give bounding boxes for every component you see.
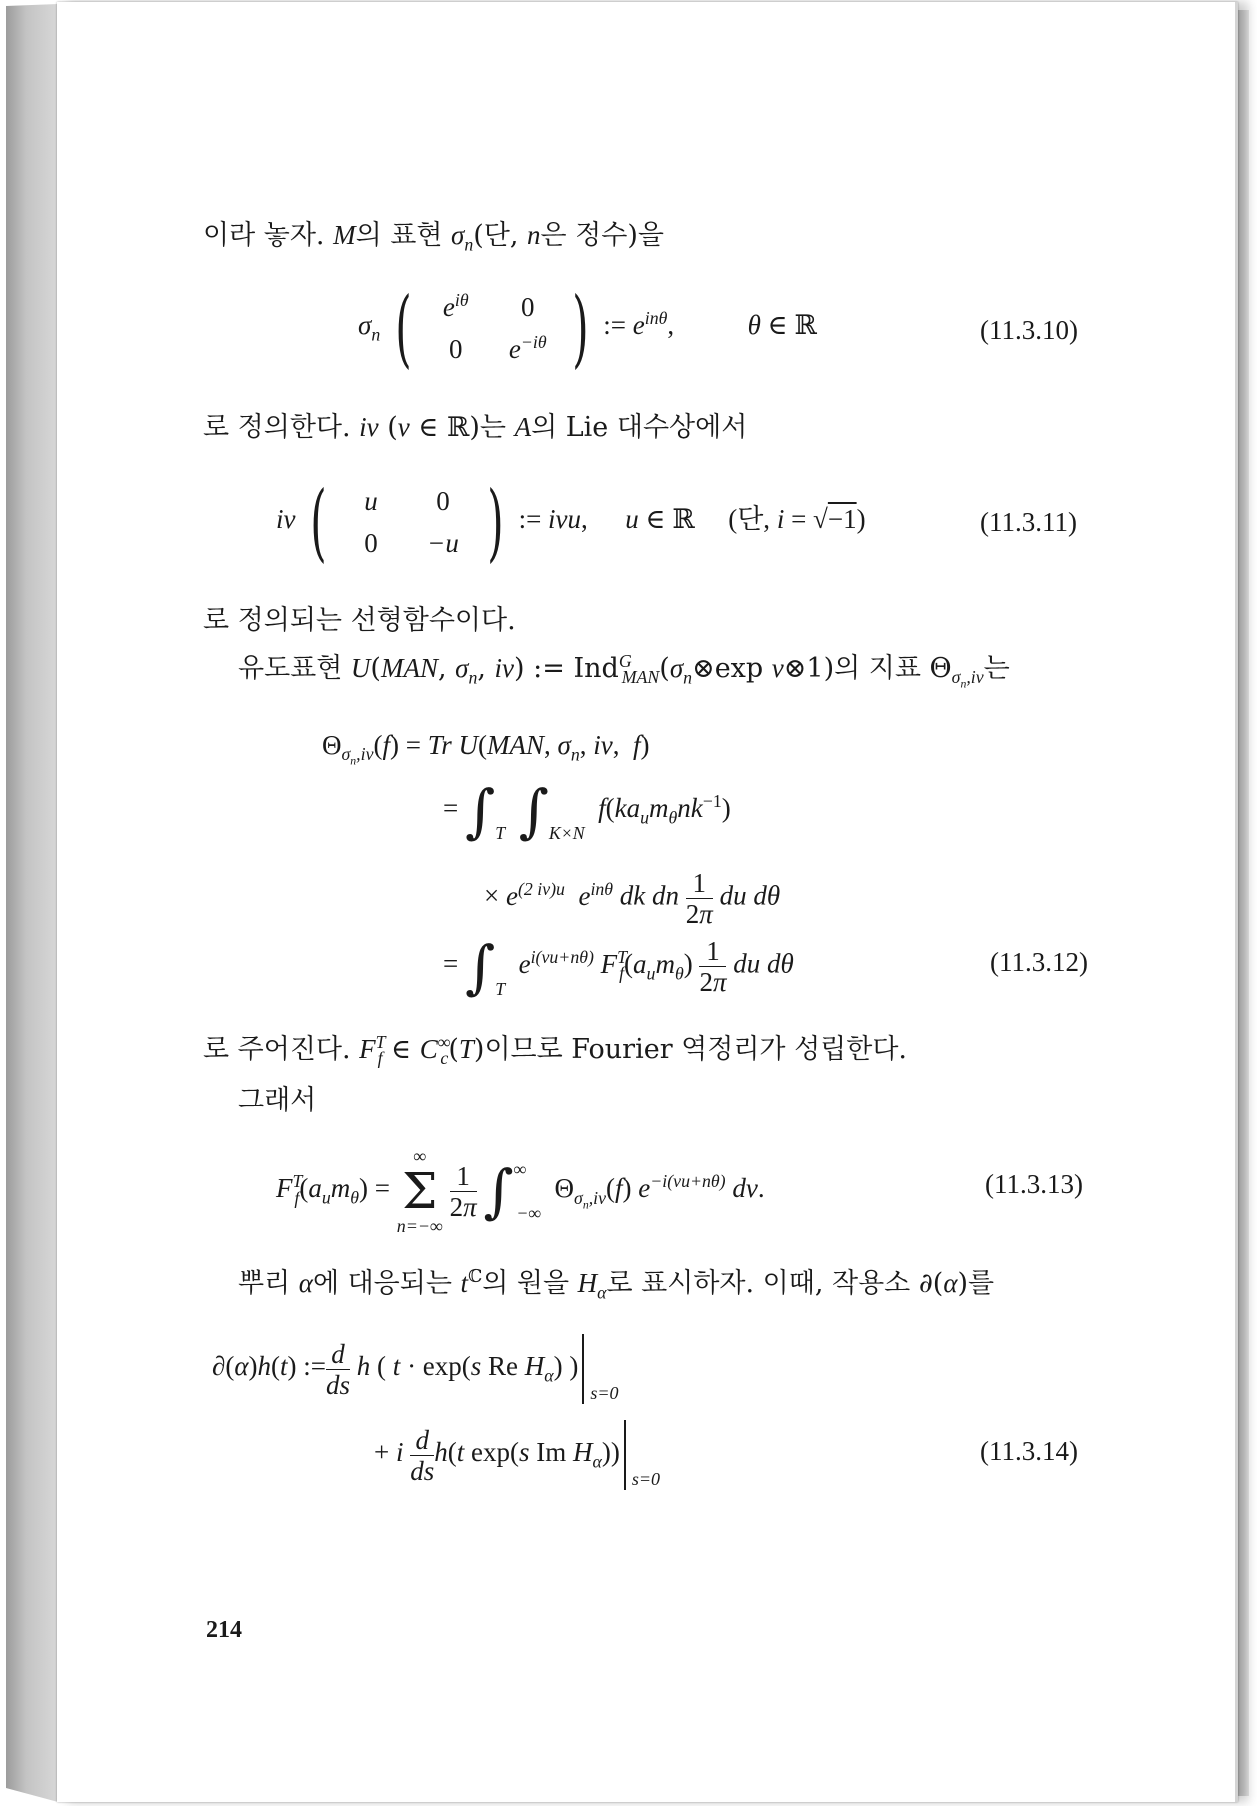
equation-11-3-12-line-1: $\Theta_{\sigma_n,i\nu}(f) = Tr$ U(MAN, $\sigma_n$, iν, f) [322,730,650,768]
equation-11-3-11: iν ( u 0 0 −u ) := iνu, u ∈ ℝ (단, i = √−1) [276,473,866,571]
text-line-1: 이라 놓자. M의 표현 $\sigma_n$(단, n은 정수)을 [203,220,664,255]
equation-11-3-12-line-4: = $\int_T$ $e^{i(\nu u+n\theta)}$ $F^T_f(a_um_\theta)$ $\frac{1}{2\pi}$ du dθ [443,932,794,1001]
equation-11-3-13: $F^T_f(a_um_\theta)$ = ∞ Σ n=−∞ $\frac{1}{2\pi}$ $\int^\infty_{-\infty}$ $\Theta_{\sigma_n,i\nu}(f)$ $e^{-i(\nu u+n\theta)}$ dν. [276,1146,765,1236]
equation-number-11-3-10: (11.3.10) [980,315,1078,345]
text-line-4: 유도표현 U(MAN, $\sigma_n$, iν) := $Ind^G_{MAN}(\sigma_n\otimes\exp$ ν⊗1)의 지표 $\Theta_{\sigma_n,i\nu}$는 [238,651,1010,691]
text-line-5: 로 주어진다. $F^T_f$ ∈ $C^\infty_c(T)$이므로 Fourier 역정리가 성립한다. [203,1032,908,1069]
equation-11-3-14-line-1: ∂(α)h(t) := $\frac{d}{ds}$ h ( t · exp(s Re $H_\alpha$) ) s=0 [212,1334,584,1404]
equation-number-11-3-13: (11.3.13) [985,1169,1083,1199]
equation-11-3-12-line-2: = $\int_T$ $\int_{K\times N}$ $f(ka_um_\theta nk^{-1})$ [443,777,731,845]
equation-number-11-3-14: (11.3.14) [980,1436,1078,1466]
text-line-3: 로 정의되는 선형함수이다. [203,605,516,636]
text-line-7: 뿌리 α에 대응되는 $t^ℂ$의 원을 $H_\alpha$로 표시하자. 이때, 작용소 ∂(α)를 [238,1266,995,1303]
equation-number-11-3-11: (11.3.11) [980,507,1077,537]
text-line-6: 그래서 [238,1085,317,1116]
equation-11-3-14-line-2: + i $\frac{d}{ds}$ h(t exp(s Im $H_\alpha$)) s=0 [374,1420,626,1490]
page-number: 214 [206,1617,242,1643]
matrix-11: u 0 0 −u [364,486,459,558]
book-spine [6,4,58,1802]
matrix-10: $e^{i\theta}$ 0 0 $e^{-i\theta}$ [442,290,547,364]
equation-number-11-3-12: (11.3.12) [990,947,1088,977]
equation-11-3-10: $\sigma_n$ ( $e^{i\theta}$ 0 0 $e^{-i\theta}$ ) := $e^{in\theta}$, θ ∈ ℝ [358,279,817,377]
text-line-2: 로 정의한다. iν (ν ∈ ℝ)는 A의 Lie 대수상에서 [203,412,748,443]
equation-11-3-12-line-3: × $e^{(2 i\nu)u}$ $e^{in\theta}$ dk dn $\frac{1}{2\pi}$ du dθ [484,868,781,929]
